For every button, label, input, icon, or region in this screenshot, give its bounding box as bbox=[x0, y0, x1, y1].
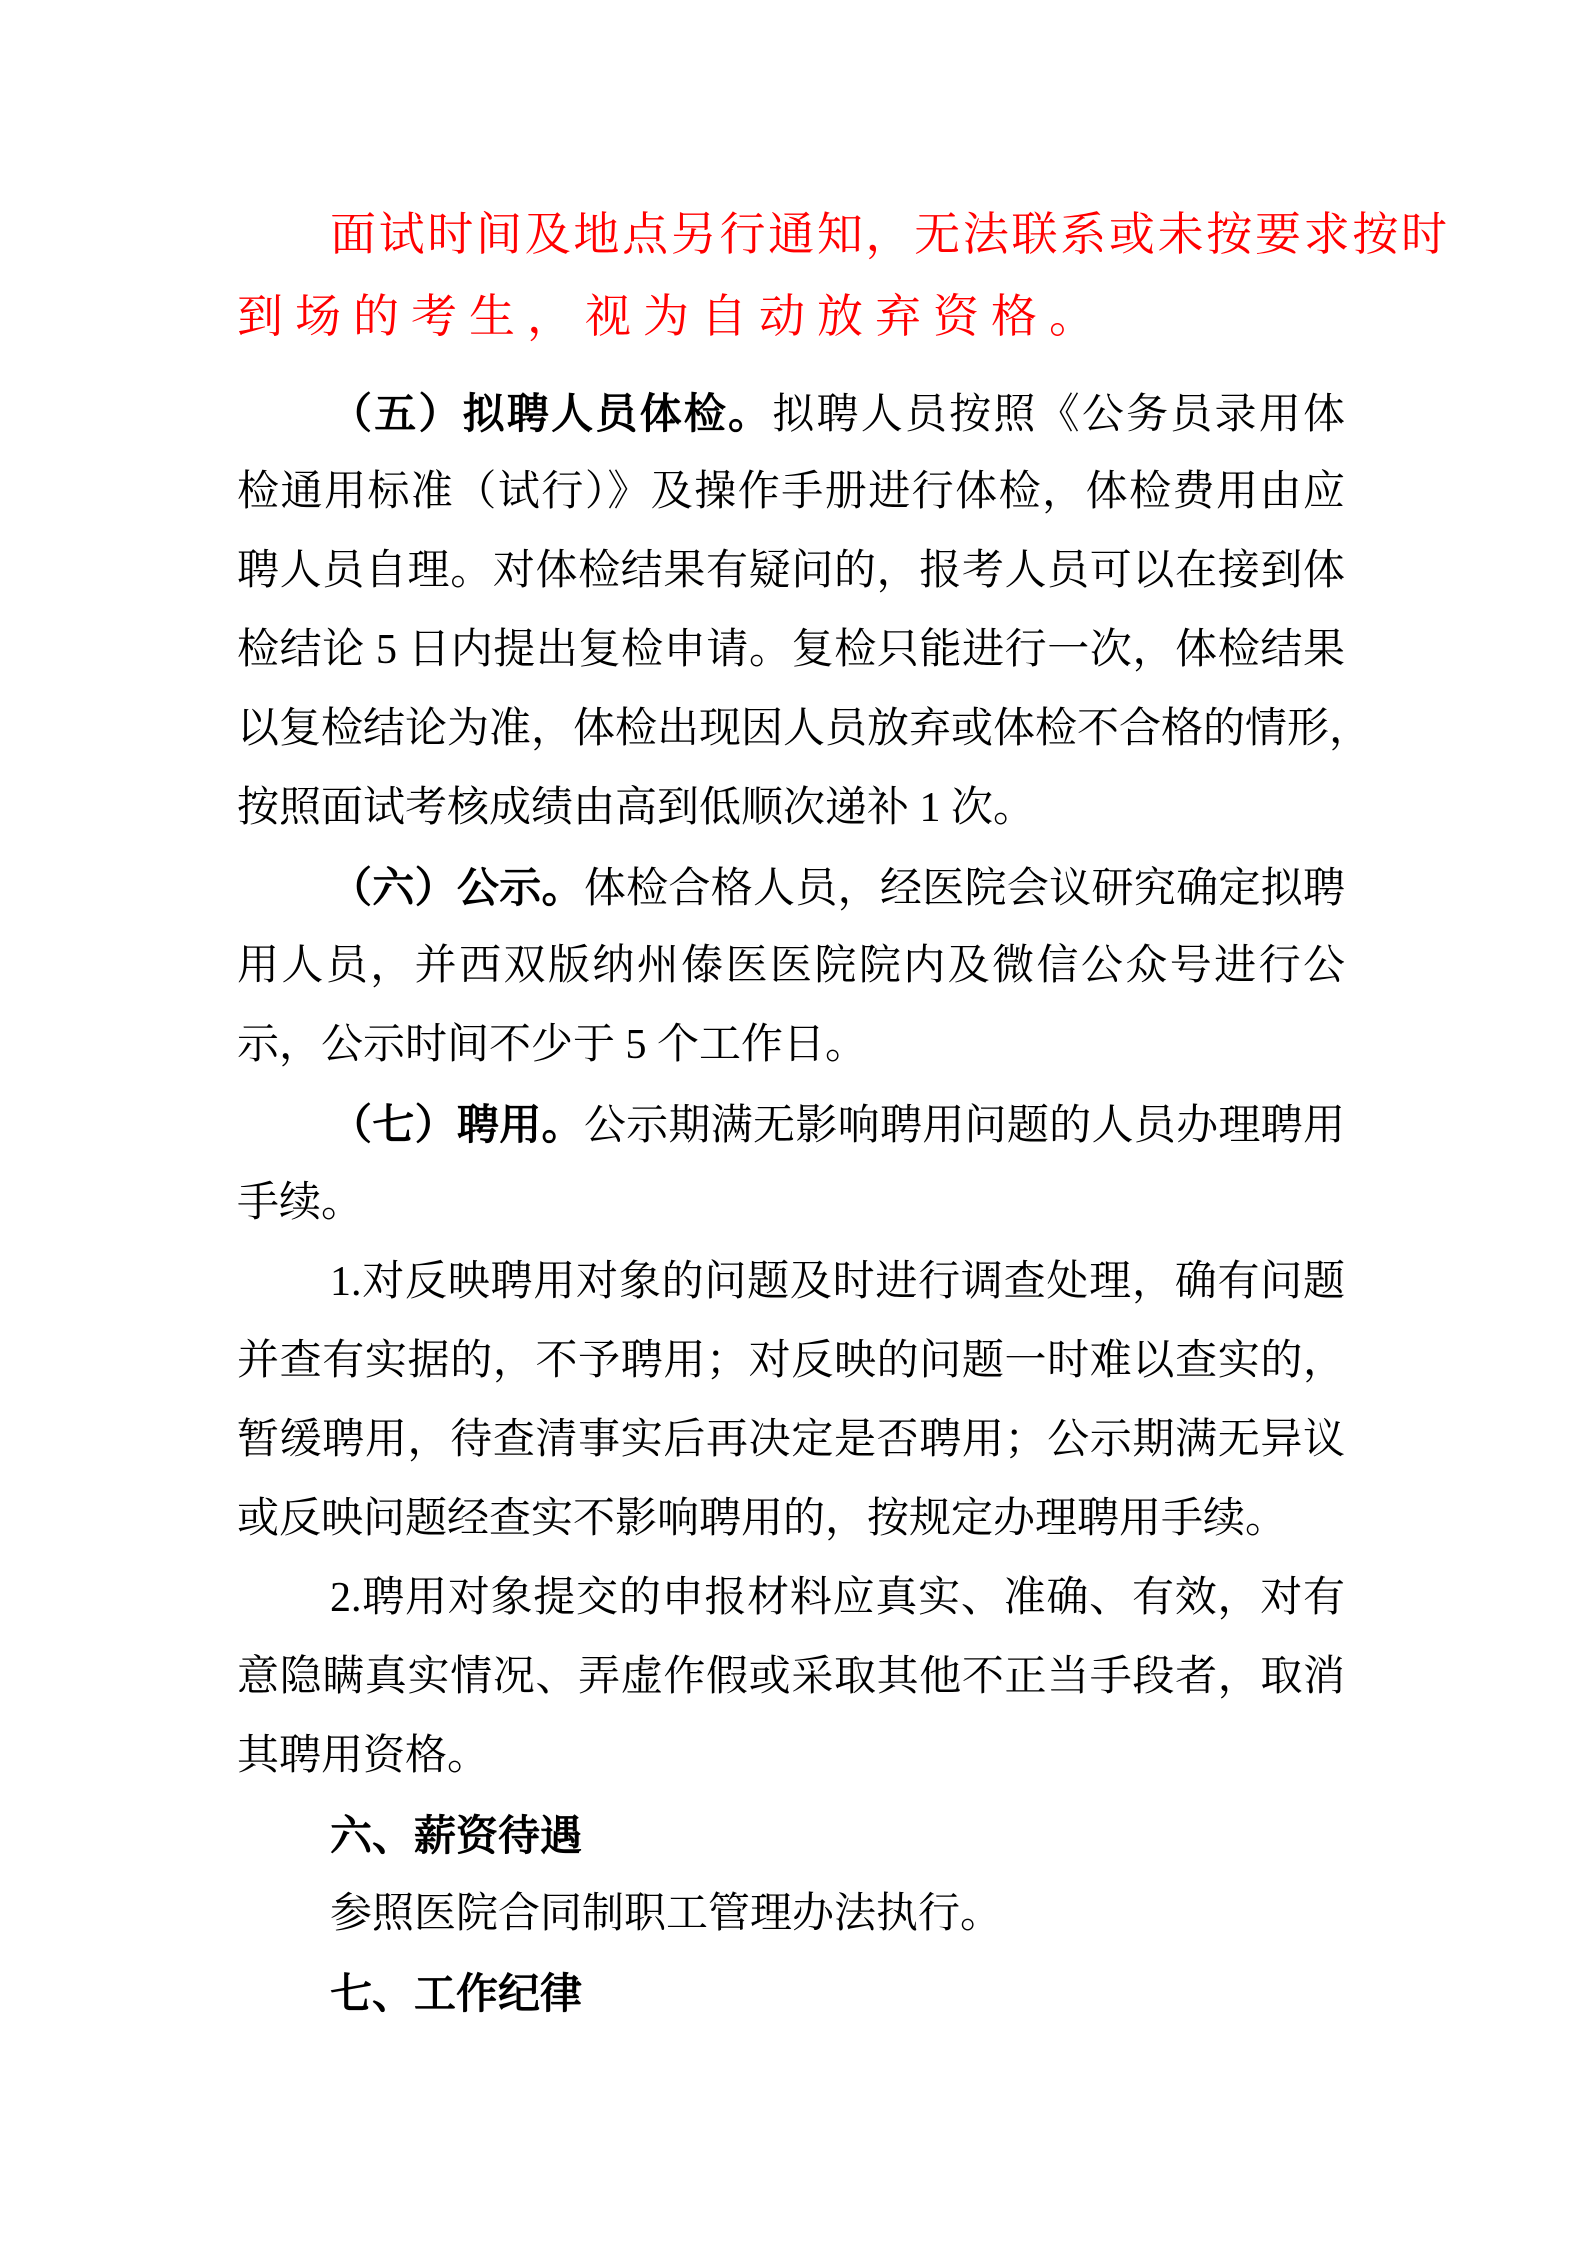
line-text: 其聘用资格。 bbox=[237, 1733, 490, 1779]
text-line bbox=[237, 769, 1345, 848]
section-label-7: （七）聘用。 bbox=[330, 1101, 584, 1148]
line-text: 意隐瞒真实情况、弄虚作假或采取其他不正当手段者，取消 bbox=[237, 1654, 1345, 1700]
line-text: 公示期满无影响聘用问题的人员办理聘用 bbox=[583, 1103, 1345, 1149]
text-line bbox=[237, 532, 1345, 611]
red-notice-line bbox=[237, 276, 1447, 358]
heading-salary bbox=[237, 1796, 1345, 1875]
text-line bbox=[237, 927, 1345, 1006]
line-text: 用人员，并西双版纳州傣医医院院内及微信公众号进行公 bbox=[237, 943, 1345, 989]
text-line bbox=[237, 1243, 1345, 1322]
text-line bbox=[237, 1322, 1345, 1401]
line-text: 暂缓聘用，待查清事实后再决定是否聘用；公示期满无异议 bbox=[237, 1417, 1345, 1463]
line-text: 聘人员自理。对体检结果有疑问的，报考人员可以在接到体 bbox=[237, 548, 1345, 594]
document-body bbox=[237, 374, 1372, 2033]
line-text: 或反映问题经查实不影响聘用的，按规定办理聘用手续。 bbox=[237, 1496, 1288, 1542]
line-text: 检通用标准（试行）》及操作手册进行体检，体检费用由应 bbox=[237, 469, 1345, 515]
line-text: 2.聘用对象提交的申报材料应真实、准确、有效，对有 bbox=[330, 1575, 1345, 1621]
line-text: 体检合格人员，经医院会议研究确定拟聘 bbox=[583, 866, 1345, 912]
section-label-5: （五）拟聘人员体检。 bbox=[330, 390, 773, 437]
line-text: 以复检结论为准，体检出现因人员放弃或体检不合格的情形， bbox=[237, 706, 1372, 752]
text-line bbox=[237, 1480, 1345, 1559]
text-line bbox=[237, 1638, 1345, 1717]
text-line bbox=[237, 1717, 1345, 1796]
text-line bbox=[237, 1401, 1345, 1480]
line-text: 面试时间及地点另行通知，无法联系或未按要求按时 bbox=[330, 209, 1447, 260]
text-line bbox=[237, 848, 1345, 927]
line-text: 到场的考生，视为自动放弃资格。 bbox=[237, 291, 1107, 342]
line-text: 拟聘人员按照《公务员录用体 bbox=[772, 392, 1345, 438]
text-line bbox=[237, 374, 1345, 453]
text-line bbox=[237, 453, 1345, 532]
section-label-6: （六）公示。 bbox=[330, 864, 584, 911]
red-notice-line bbox=[237, 194, 1447, 276]
heading-work-discipline bbox=[237, 1954, 1345, 2033]
text-line bbox=[237, 1164, 1345, 1243]
line-text: 示，公示时间不少于 5 个工作日。 bbox=[237, 1022, 868, 1068]
text-line bbox=[237, 611, 1345, 690]
line-text: 按照面试考核成绩由高到低顺次递补 1 次。 bbox=[237, 785, 1036, 831]
text-line bbox=[237, 1875, 1345, 1954]
line-text: 并查有实据的，不予聘用；对反映的问题一时难以查实的， bbox=[237, 1338, 1345, 1384]
heading-text: 六、薪资待遇 bbox=[330, 1812, 583, 1859]
line-text: 1.对反映聘用对象的问题及时进行调查处理，确有问题 bbox=[330, 1259, 1345, 1305]
text-line bbox=[237, 1559, 1345, 1638]
heading-text: 七、工作纪律 bbox=[330, 1970, 583, 2017]
line-text: 手续。 bbox=[237, 1180, 364, 1226]
line-text: 参照医院合同制职工管理办法执行。 bbox=[330, 1891, 1003, 1937]
text-line bbox=[237, 1085, 1345, 1164]
text-line bbox=[237, 1006, 1345, 1085]
text-line bbox=[237, 690, 1372, 769]
red-notice-paragraph bbox=[237, 194, 1447, 358]
line-text: 检结论 5 日内提出复检申请。复检只能进行一次，体检结果 bbox=[237, 627, 1345, 673]
